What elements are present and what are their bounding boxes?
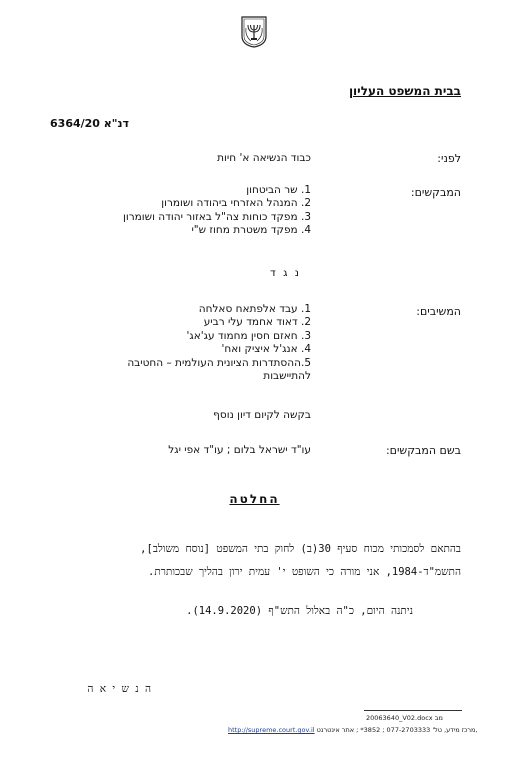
list-item: 1. עבד אלפתאח סאלחה	[198, 303, 311, 315]
case-number: דנ"א 6364/20	[50, 117, 129, 130]
footer-contact-text: מרכז מידע, טל' 077-2703333 ; 3852* ; אתר אינטרנט,	[316, 726, 478, 734]
court-website-link[interactable]: http://supreme.court.gov.il	[228, 726, 315, 734]
list-item: 2. המנהל האזרחי ביהודה ושומרון	[161, 197, 311, 210]
list-item: 4. אנג'ל איציק ואח'	[221, 343, 311, 356]
before-label: לפני:	[437, 152, 461, 165]
petitioners-label: המבקשים:	[410, 186, 461, 199]
respondents-list	[127, 303, 311, 383]
list-item: 3. חאזם חסין מחמוד עג'אג'	[186, 329, 311, 342]
respondents-label: המשיבים:	[416, 305, 461, 318]
list-item: 1. שר הביטחון	[246, 184, 311, 196]
footer-divider	[364, 710, 462, 711]
list-item: להתיישבות	[263, 370, 311, 383]
versus-label: נ ג ד	[270, 267, 301, 279]
document-id: 20063640_V02.docx מב	[366, 714, 443, 722]
judge-name: כבוד הנשיאה א' חיות	[217, 152, 311, 164]
decision-date: ניתנה היום, כ"ה באלול התש"ף (14.9.2020).	[186, 605, 413, 617]
petitioners-list	[123, 184, 311, 238]
request-type: בקשה לקיום דיון נוסף	[213, 409, 311, 421]
state-emblem-icon	[239, 16, 269, 48]
decision-line-1: בהתאם לסמכותי מכוח סעיף 30(ב) לחוק בתי המשפט [נוסח משולב],	[140, 543, 461, 555]
decision-line-2: התשמ"ד-1984, אני מורה כי השופט י' עמית ירון בהליך שבכותרת.	[148, 566, 461, 578]
footer-contact	[228, 726, 478, 734]
list-item: 2. דאוד אחמד עלי רביע	[203, 316, 311, 329]
list-item: 3. מפקד כוחות צה"ל באזור יהודה ושומרון	[123, 210, 311, 223]
counsel-label: בשם המבקשים:	[385, 444, 461, 457]
list-item: 5.ההסתדרות הציונית העולמית – החטיבה	[127, 356, 311, 369]
signature-title: ה נ ש י א ה	[87, 683, 151, 695]
counsel-names: עו"ד ישראל בלום ; עו"ד אפי יגל	[168, 444, 311, 456]
court-name: בבית המשפט העליון	[348, 84, 461, 98]
list-item: 4. מפקד משטרת מחוז ש"י	[191, 224, 311, 237]
decision-title: החלטה	[229, 492, 280, 506]
